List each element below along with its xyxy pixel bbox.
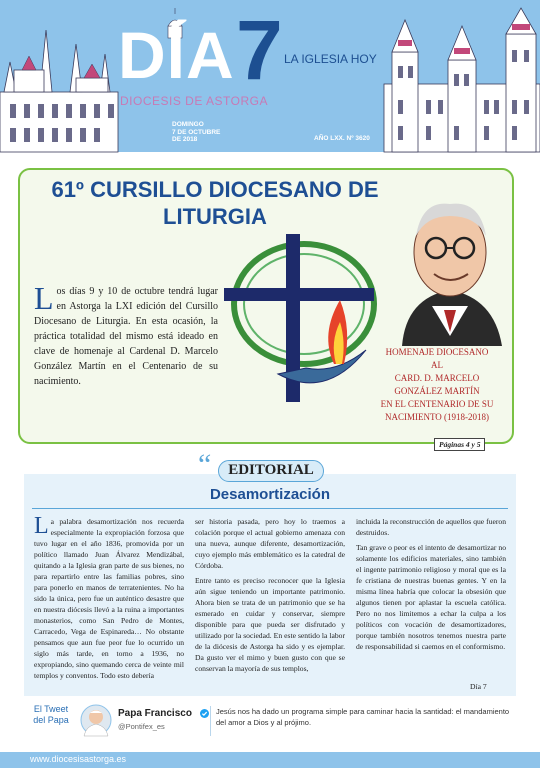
tweet-author-name[interactable]: Papa Francisco <box>118 708 192 719</box>
pages-reference: Páginas 4 y 5 <box>434 438 485 451</box>
masthead <box>0 0 540 152</box>
brand-seven: 7 <box>236 3 283 97</box>
editorial-paragraph: Entre tanto es preciso reconocer que la Iglesia aún sigue teniendo un importante patrimonio. Ahora bien se trata de un patrimonio que se ha esmerado en cuidar y conservar, siempre disponible para que pueda ser disfrutado y utilizado por la sociedad. En este sentido la labor de la diócesis de Astorga ha sido y es ejemplar. Da gusto ver el mimo y buen gusto con que se conservan la mayoría de sus templos, <box>195 576 345 673</box>
homenaje-line: CARD. D. MARCELO <box>394 373 480 383</box>
feature-box <box>18 168 514 449</box>
issue-date-line: DOMINGO <box>172 121 204 128</box>
editorial-paragraph: incluida la reconstrucción de aquellos que fueron destruidos. <box>356 517 506 537</box>
feature-drop-cap: L <box>34 280 54 316</box>
tweet-text: Jesús nos ha dado un programa simple para caminar hacia la santidad: el mandamiento del amor a Dios y al prójimo. <box>216 707 510 727</box>
editorial-banner: EDITORIAL <box>218 460 324 482</box>
pope-avatar <box>80 704 112 736</box>
editorial-column-3 <box>356 516 506 652</box>
issue-date-line: 7 DE OCTUBRE <box>172 128 221 136</box>
editorial-paragraph <box>34 513 184 681</box>
issue-date <box>172 121 220 144</box>
footer-bar <box>0 752 540 768</box>
homenaje-line: GONZÁLEZ MARTÍN <box>394 386 480 396</box>
feature-body <box>34 280 218 389</box>
homenaje-line: EN EL CENTENARIO DE SU <box>380 399 494 409</box>
homenaje-caption <box>368 346 506 424</box>
tweet-label <box>26 704 76 726</box>
verified-icon <box>200 709 209 718</box>
feature-body-text: os días 9 y 10 de octubre tendrá lugar en Astorga la LXI edición del Cursillo Diocesano de Liturgia. En esta ocasión, la práctica totalidad del mismo está ideado en clave de homenaje al Cardenal D. Marcelo González Martín en el Centenario de su nacimiento. <box>34 286 218 387</box>
issue-date-line: DE 2018 <box>172 136 198 143</box>
tweet-divider <box>210 706 211 736</box>
tweet-label-line: del Papa <box>33 715 69 725</box>
liturgy-cross-illustration <box>216 224 386 424</box>
editorial-paragraph: Tan grave o peor es el intento de desamortizar no solamente los edificios materiales, sino también el ingente patrimonio religioso y moral que es la fe cristiana de nuestras buenas gentes. Y en la misma línea habría que colocar la obsesión que algunos tienen por aplastar la escuela católica. Pero no nos limitemos a echar la culpa a los políticos con vocación de desamortizadores, porque también nosotros tenemos nuestra parte de responsabilidad si caemos en el conformismo. <box>356 543 506 651</box>
editorial-column-1 <box>34 513 184 681</box>
homenaje-line: AL <box>431 360 443 370</box>
issue-number: AÑO LXX. Nº 3620 <box>314 135 370 142</box>
quote-icon: “ <box>198 448 212 481</box>
brand-tagline: LA IGLESIA HOY <box>284 52 377 66</box>
brand-dia: DÍA <box>118 18 235 92</box>
editorial-section <box>24 474 516 696</box>
editorial-divider <box>32 508 508 509</box>
footer-website-link[interactable]: www.diocesisastorga.es <box>30 754 127 764</box>
pope-tweet <box>24 700 516 748</box>
tweet-handle[interactable]: @Pontifex_es <box>118 722 165 731</box>
editorial-title: Desamortización <box>209 486 331 503</box>
cardinal-portrait <box>392 186 510 346</box>
tweet-label-line: El Tweet <box>33 704 69 714</box>
brand-diocese: DIOCESIS DE ASTORGA <box>120 94 268 108</box>
feature-title: 61º CURSILLO DIOCESANO DE LITURGIA <box>51 177 379 229</box>
homenaje-line: HOMENAJE DIOCESANO <box>385 347 489 357</box>
editorial-text: a palabra desamortización nos recuerda especialmente la expropiación forzosa que tuvo lugar en el año 1836, promovida por un político llamado Juan Álvarez Mendizábal, quitando a la Iglesia gran parte de sus bienes, no para repartirlo entre las familias pobres, sino para ponerlo en manos de terratenientes. No ha sido la única, pero fue un auténtico desastre que en nuestra diócesis llevó a la ruina a importantes monasterios, como San Pedro de Montes, Carracedo, Vega de Espinareda… No obstante pensamos que aun fue peor fue lo ocurrido un siglo más tarde, en torno a 1936, no expropiando, sino quemando cerca de veinte mil templos y conventos. Todo esto debería <box>34 517 184 680</box>
editorial-paragraph: ser historia pasada, pero hoy lo traemos a colación porque el actual gobierno amenaza con una nueva, aunque diferente, desamortización, cuyo ejemplo más emblemático es la catedral de Córdoba. <box>195 517 345 570</box>
editorial-signature: Día 7 <box>470 682 487 691</box>
editorial-drop-cap: L <box>34 513 49 539</box>
editorial-column-2 <box>195 516 345 674</box>
homenaje-line: NACIMIENTO (1918-2018) <box>384 412 490 422</box>
